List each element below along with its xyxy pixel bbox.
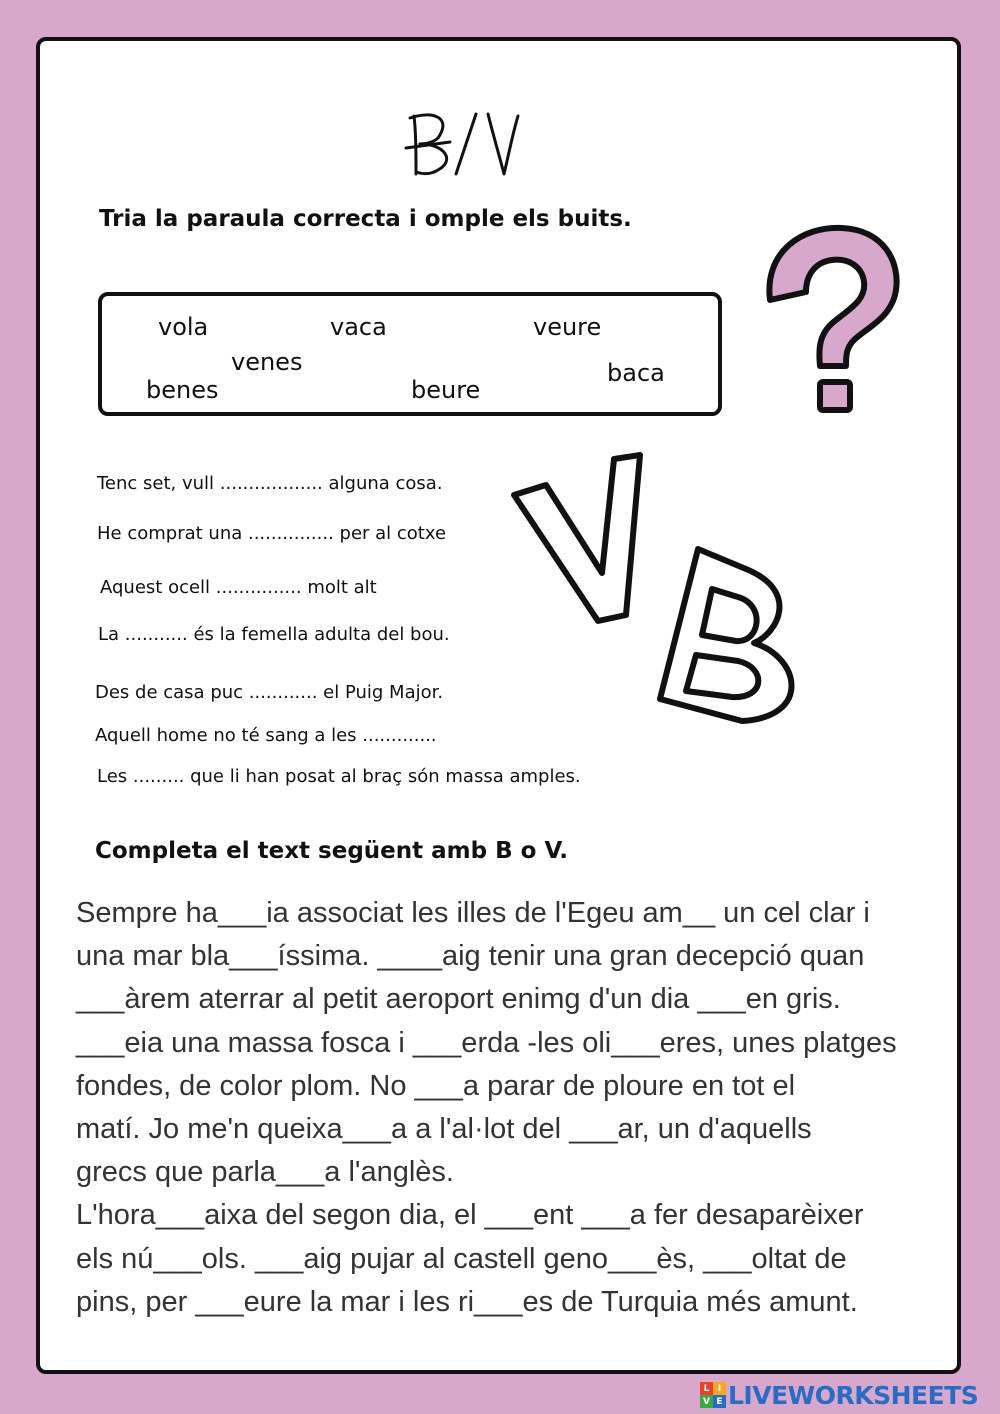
passage-line: Sempre ha___ia associat les illes de l'Egeu am__ un cel clar i [76, 897, 870, 929]
question-mark-icon [762, 222, 902, 418]
word-bank-item: beure [411, 376, 481, 404]
fill-sentence: Aquell home no té sang a les ............. [95, 725, 437, 746]
letter-b-outline [660, 549, 792, 721]
fill-sentence: He comprat una ............... per al cotxe [97, 523, 447, 544]
title-bv [404, 108, 534, 180]
passage-line: matí. Jo me'n queixa___a a l'al·lot del ___ar, un d'aquells [76, 1113, 812, 1146]
word-bank-item: veure [533, 313, 602, 341]
word-bank-item: benes [146, 376, 219, 404]
word-bank-item: vaca [330, 313, 387, 341]
liveworksheets-logo-icon: L I V E [700, 1382, 726, 1408]
passage-line: els nú___ols. ___aig pujar al castell geno___ès, ___oltat de [76, 1242, 847, 1275]
fill-sentence: Des de casa puc ............ el Puig Major. [95, 682, 444, 703]
word-bank-item: baca [607, 359, 665, 387]
vb-letters-decoration [510, 445, 810, 725]
passage-line: grecs que parla___a l'anglès. [76, 1156, 454, 1189]
passage-line: pins, per ___eure la mar i les ri___es de Turquia més amunt. [76, 1285, 858, 1318]
passage-line: fondes, de color plom. No ___a parar de ploure en tot el [76, 1069, 796, 1102]
fill-sentence: Aquest ocell ............... molt alt [100, 577, 377, 598]
fill-sentence: La ........... és la femella adulta del bou. [98, 624, 450, 645]
brand-name: LIVEWORKSHEETS [728, 1380, 979, 1410]
letter-v-outline [514, 455, 640, 621]
word-bank-item: venes [231, 348, 303, 376]
exercise1-heading: Tria la paraula correcta i omple els buits. [99, 206, 632, 232]
word-bank-item: vola [158, 313, 209, 341]
liveworksheets-brand[interactable] [700, 1381, 978, 1409]
fill-sentence: Tenc set, vull .................. alguna cosa. [97, 473, 443, 494]
passage-line: L'hora___aixa del segon dia, el ___ent ___a fer desaparèixer [76, 1199, 864, 1232]
exercise2-heading: Completa el text següent amb B o V. [95, 838, 569, 864]
passage-line: una mar bla___íssima. ____aig tenir una gran decepció quan [76, 940, 865, 973]
passage-line: ___àrem aterrar al petit aeroport enimg d'un dia ___en gris. [76, 983, 841, 1016]
passage-line: ___eia una massa fosca i ___erda -les oli___eres, unes platges [76, 1026, 897, 1059]
fill-sentence: Les ......... que li han posat al braç són massa amples. [97, 766, 581, 787]
cloze-passage [76, 892, 926, 1324]
